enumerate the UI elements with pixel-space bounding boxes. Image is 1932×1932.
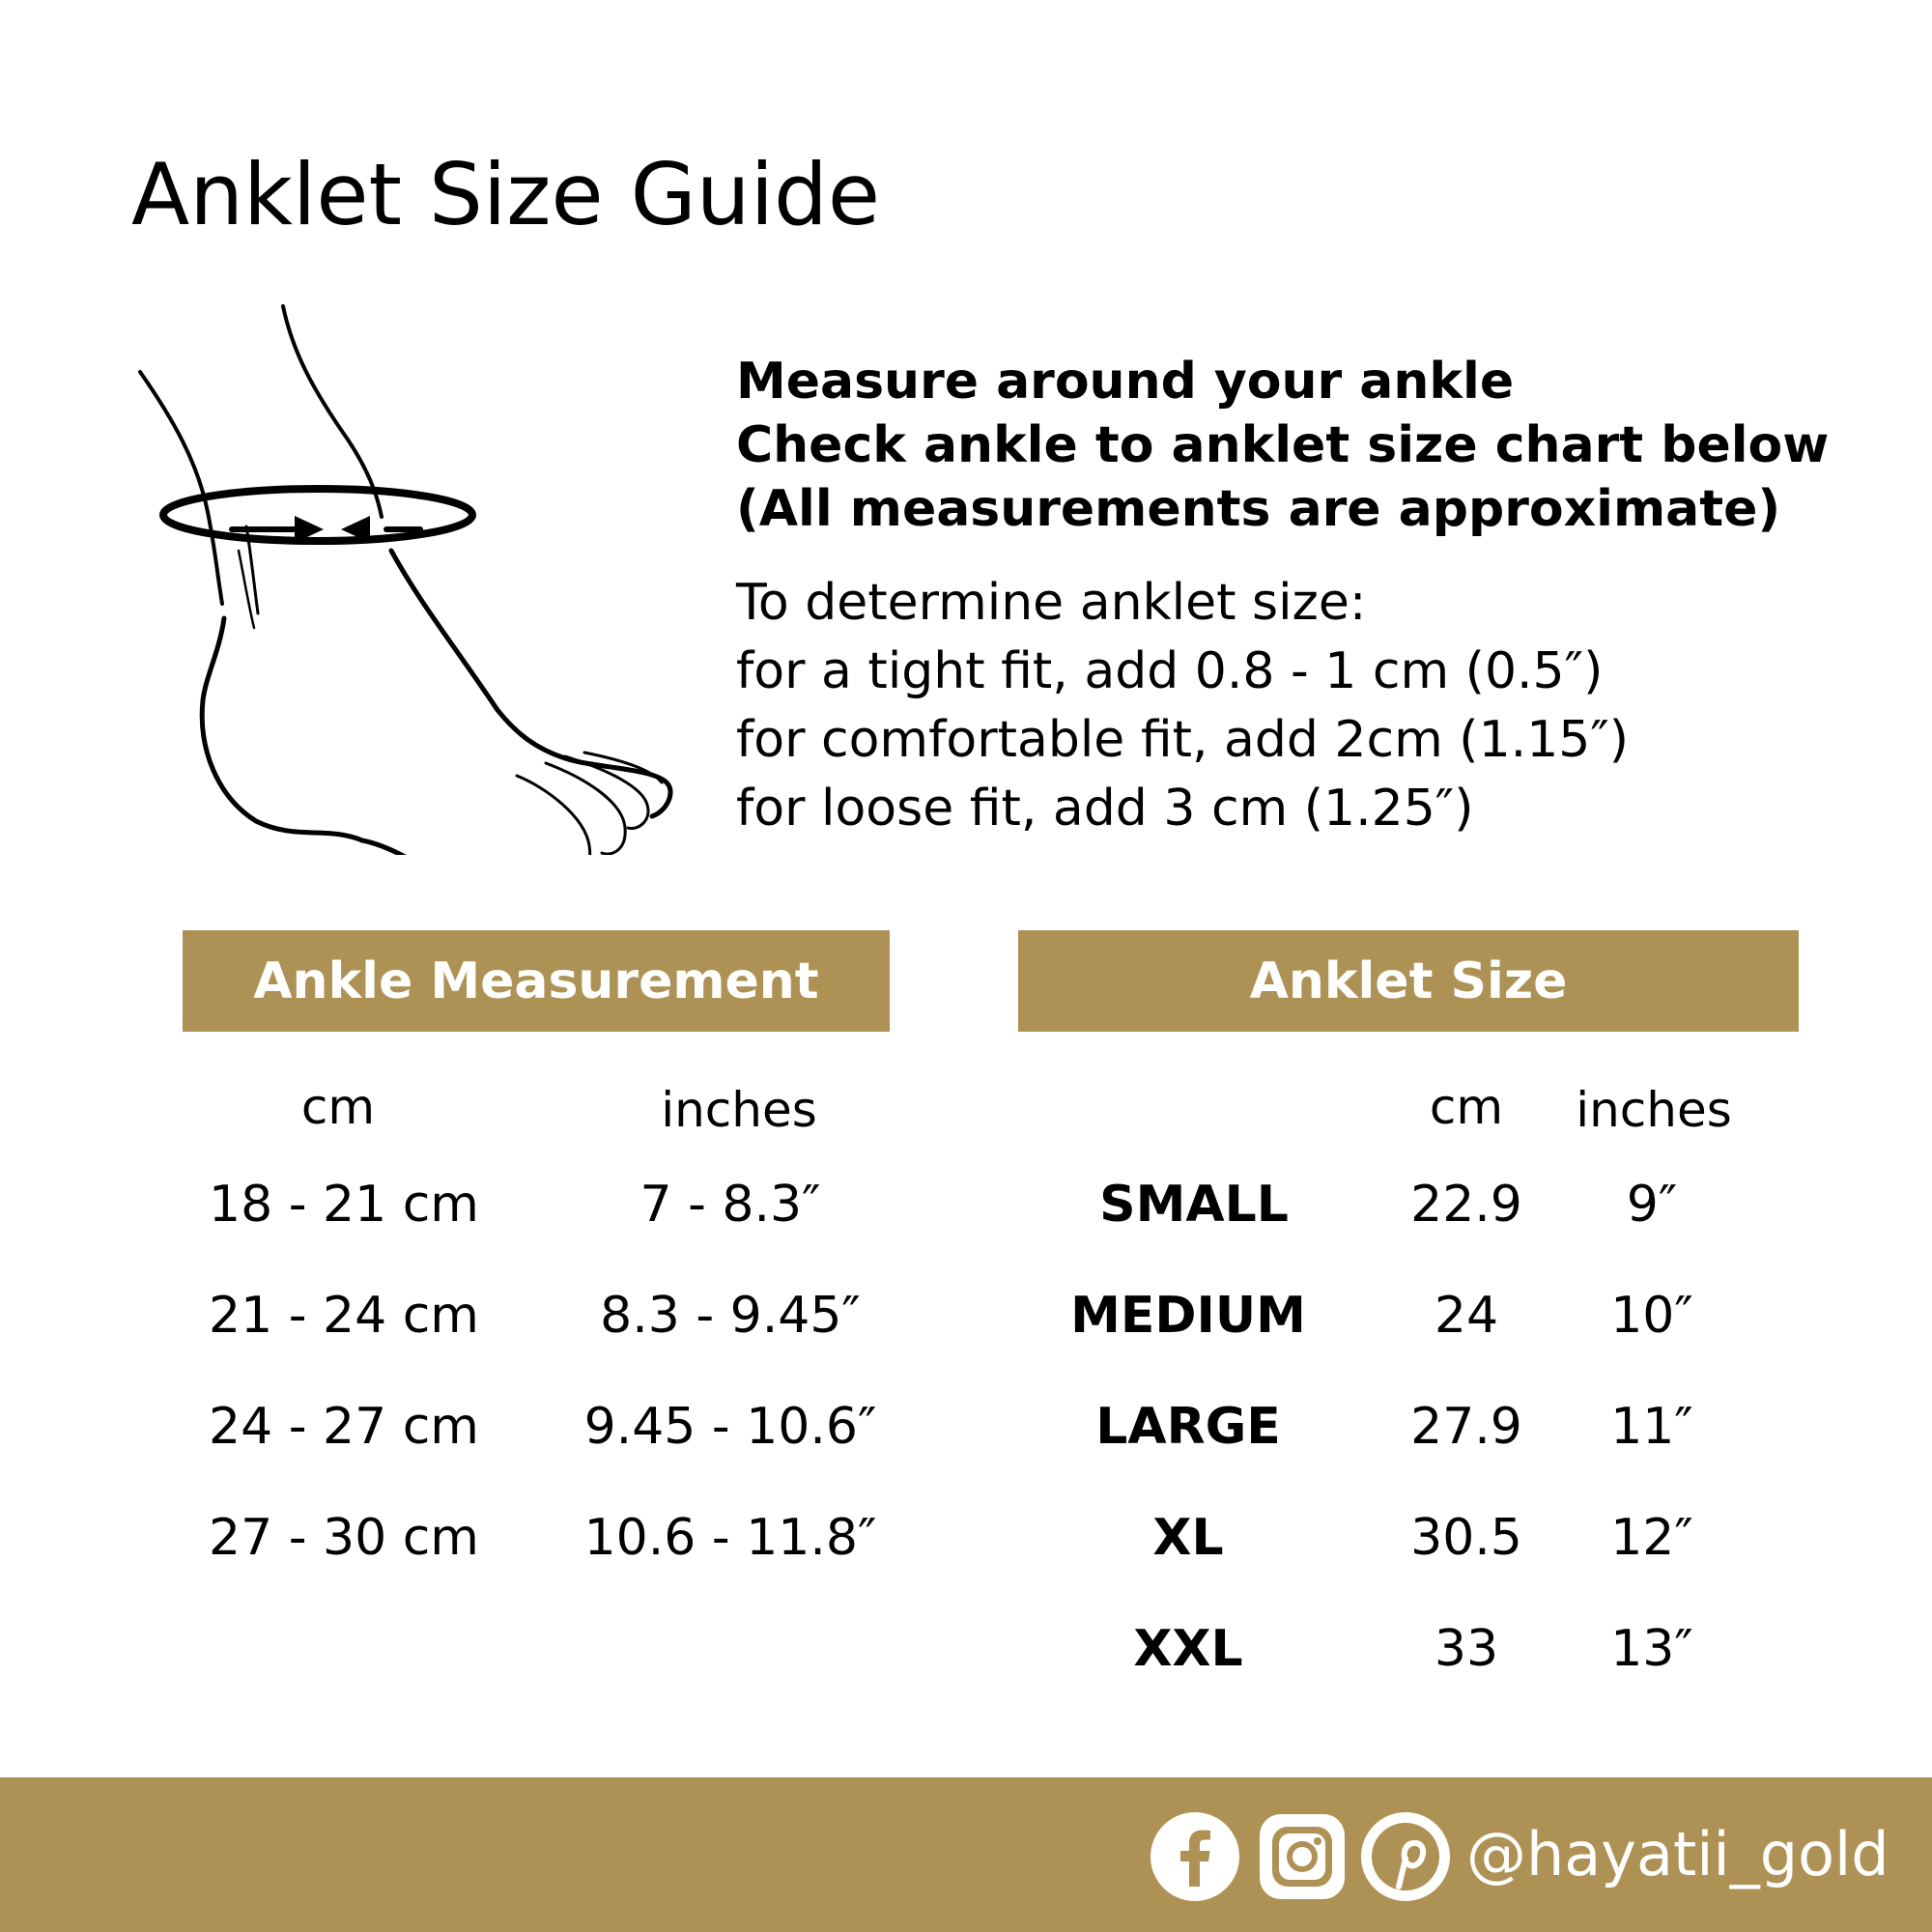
column-header-cm: cm [300, 1079, 376, 1135]
ankle-foot-illustration [130, 295, 700, 855]
table-cell: 13″ [1610, 1620, 1693, 1678]
fit-loose: for loose fit, add 3 cm (1.25″) [736, 780, 1474, 838]
column-header-inches: inches [1576, 1082, 1732, 1138]
table-cell: 12″ [1610, 1509, 1693, 1567]
size-label: LARGE [1095, 1398, 1281, 1456]
size-label: MEDIUM [1070, 1287, 1306, 1345]
table-cell: 27 - 30 cm [209, 1509, 479, 1567]
table-cell: 10″ [1610, 1287, 1693, 1345]
facebook-icon[interactable] [1150, 1811, 1240, 1902]
table-cell: 22.9 [1410, 1176, 1522, 1234]
table-cell: 33 [1434, 1620, 1499, 1678]
column-header-inches: inches [661, 1082, 817, 1138]
table-cell: 27.9 [1410, 1398, 1522, 1456]
instruction-line: Check ankle to anklet size chart below [736, 416, 1830, 474]
table-cell: 7 - 8.3″ [639, 1176, 821, 1234]
fit-comfortable: for comfortable fit, add 2cm (1.15″) [736, 711, 1630, 769]
pinterest-icon[interactable] [1360, 1811, 1451, 1902]
fit-tight: for a tight fit, add 0.8 - 1 cm (0.5″) [736, 642, 1604, 700]
table-cell: 24 - 27 cm [209, 1398, 479, 1456]
column-header-cm: cm [1429, 1079, 1504, 1135]
table-cell: 9″ [1626, 1176, 1678, 1234]
fit-intro: To determine anklet size: [736, 574, 1367, 632]
table-cell: 21 - 24 cm [209, 1287, 479, 1345]
table-cell: 30.5 [1410, 1509, 1522, 1567]
size-label: SMALL [1099, 1176, 1289, 1234]
table-cell: 11″ [1610, 1398, 1693, 1456]
social-handle[interactable]: @hayatii_gold [1466, 1819, 1889, 1889]
table-cell: 8.3 - 9.45″ [600, 1287, 861, 1345]
ankle-measurement-header: Ankle Measurement [183, 930, 890, 1032]
instruction-line: Measure around your ankle [736, 353, 1515, 411]
table-cell: 10.6 - 11.8″ [583, 1509, 877, 1567]
anklet-size-header: Anklet Size [1018, 930, 1799, 1032]
size-label: XL [1152, 1509, 1224, 1567]
table-cell: 18 - 21 cm [209, 1176, 479, 1234]
page-title: Anklet Size Guide [131, 145, 881, 244]
instruction-line: (All measurements are approximate) [736, 480, 1781, 538]
table-cell: 24 [1434, 1287, 1499, 1345]
instructions [736, 350, 1895, 843]
instagram-icon[interactable] [1257, 1811, 1348, 1902]
size-label: XXL [1133, 1620, 1243, 1678]
table-cell: 9.45 - 10.6″ [583, 1398, 877, 1456]
